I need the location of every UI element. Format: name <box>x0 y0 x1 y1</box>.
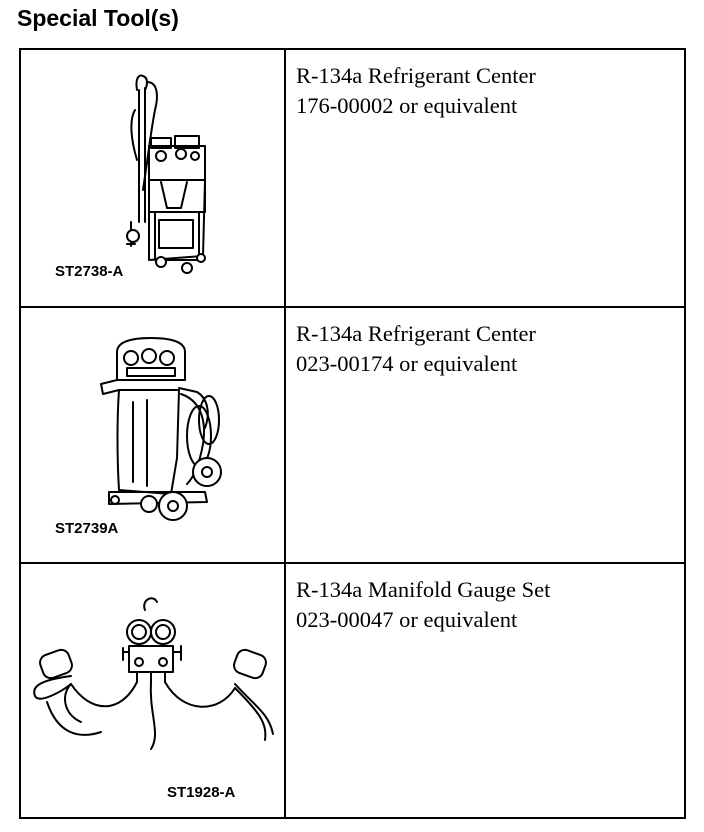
tool-name: R-134a Refrigerant Center <box>296 63 536 88</box>
tool-code: ST2739A <box>55 520 119 537</box>
tool-illustration-cell <box>20 563 285 818</box>
tool-part-number: 023-00047 or equivalent <box>296 607 518 632</box>
page-title: Special Tool(s) <box>17 5 179 31</box>
tool-illustration-cell <box>20 49 285 307</box>
tool-code: ST2738-A <box>55 263 124 280</box>
tool-code: ST1928-A <box>167 784 236 801</box>
tool-name: R-134a Manifold Gauge Set <box>296 577 551 602</box>
manifold-gauge-set-icon <box>21 564 288 817</box>
tool-illustration-cell <box>20 307 285 563</box>
tool-row <box>20 307 685 563</box>
tool-part-number: 176-00002 or equivalent <box>296 93 518 118</box>
tool-description-cell <box>285 307 685 563</box>
tool-description-cell <box>285 563 685 818</box>
special-tools-table <box>19 48 686 819</box>
tool-row <box>20 49 685 307</box>
tool-name: R-134a Refrigerant Center <box>296 321 536 346</box>
tool-row <box>20 563 685 818</box>
tool-description-cell <box>285 49 685 307</box>
tool-part-number: 023-00174 or equivalent <box>296 351 518 376</box>
